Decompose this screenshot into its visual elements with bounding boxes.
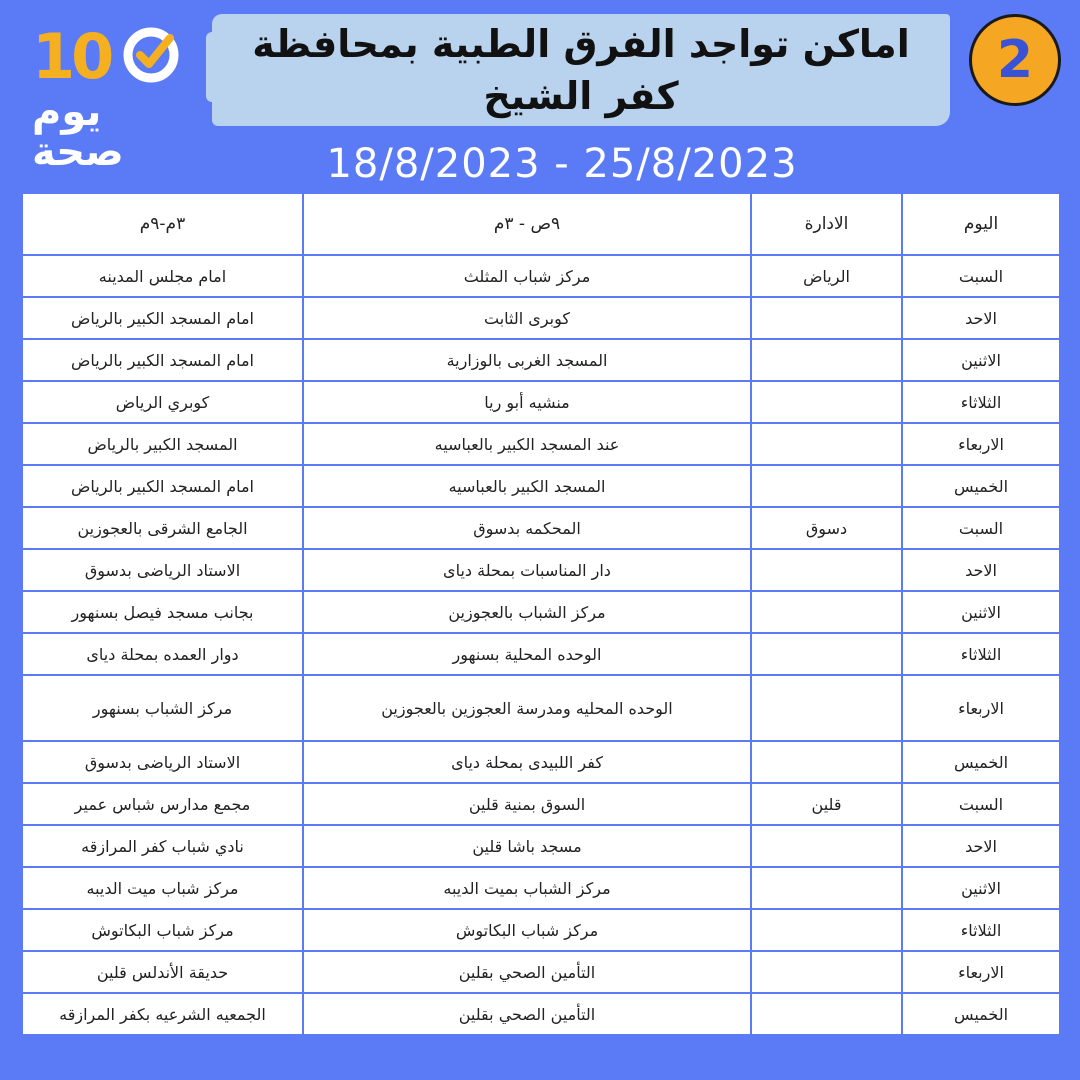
cell-morning: دار المناسبات بمحلة دياى <box>303 549 751 591</box>
cell-evening: الاستاد الرياضى بدسوق <box>22 549 303 591</box>
header-admin: الادارة <box>751 193 902 255</box>
table-row <box>22 783 1060 825</box>
cell-evening: دوار العمده بمحلة دياى <box>22 633 303 675</box>
cell-admin <box>751 549 902 591</box>
cell-day: السبت <box>902 783 1060 825</box>
cell-evening: امام مجلس المدينه <box>22 255 303 297</box>
cell-day: السبت <box>902 507 1060 549</box>
cell-evening: امام المسجد الكبير بالرياض <box>22 465 303 507</box>
table-row <box>22 297 1060 339</box>
logo-number: 10 <box>32 20 111 93</box>
cell-evening: امام المسجد الكبير بالرياض <box>22 297 303 339</box>
table-row <box>22 591 1060 633</box>
page-number-badge: 2 <box>969 14 1061 106</box>
cell-admin: الرياض <box>751 255 902 297</box>
cell-admin <box>751 741 902 783</box>
table-row <box>22 993 1060 1035</box>
cell-morning: مركز الشباب بالعجوزين <box>303 591 751 633</box>
cell-morning: عند المسجد الكبير بالعباسيه <box>303 423 751 465</box>
cell-admin <box>751 633 902 675</box>
cell-morning: كفر اللبيدى بمحلة دياى <box>303 741 751 783</box>
table-row <box>22 549 1060 591</box>
cell-admin: دسوق <box>751 507 902 549</box>
cell-evening: الاستاد الرياضى بدسوق <box>22 741 303 783</box>
cell-day: الخميس <box>902 741 1060 783</box>
cell-day: الثلاثاء <box>902 633 1060 675</box>
schedule-table <box>21 192 1061 1036</box>
header-day: اليوم <box>902 193 1060 255</box>
table-row <box>22 741 1060 783</box>
table-header-row <box>22 193 1060 255</box>
cell-evening: بجانب مسجد فيصل بسنهور <box>22 591 303 633</box>
cell-evening: كوبري الرياض <box>22 381 303 423</box>
cell-day: الاحد <box>902 825 1060 867</box>
cell-morning: كوبرى الثابت <box>303 297 751 339</box>
cell-admin <box>751 297 902 339</box>
cell-evening: الجامع الشرقى بالعجوزين <box>22 507 303 549</box>
table-row <box>22 675 1060 741</box>
table-row <box>22 339 1060 381</box>
table-row <box>22 255 1060 297</box>
cell-morning: منشيه أبو ريا <box>303 381 751 423</box>
cell-morning: مسجد باشا قلين <box>303 825 751 867</box>
cell-evening: مركز شباب البكاتوش <box>22 909 303 951</box>
cell-morning: المسجد الكبير بالعباسيه <box>303 465 751 507</box>
check-circle-icon <box>122 26 180 84</box>
page-title <box>212 18 950 122</box>
cell-admin <box>751 591 902 633</box>
cell-morning: المسجد الغربى بالوزارية <box>303 339 751 381</box>
cell-morning: التأمين الصحي بقلين <box>303 993 751 1035</box>
cell-admin <box>751 423 902 465</box>
header-evening: ٣م-٩م <box>22 193 303 255</box>
title-line-1: اماكن تواجد الفرق الطبية بمحافظة <box>252 22 910 66</box>
cell-morning: مركز شباب المثلث <box>303 255 751 297</box>
table-row <box>22 423 1060 465</box>
cell-morning: مركز الشباب بميت الديبه <box>303 867 751 909</box>
logo-word-day: يوم <box>32 89 102 135</box>
cell-admin <box>751 825 902 867</box>
cell-admin <box>751 867 902 909</box>
cell-admin <box>751 465 902 507</box>
cell-evening: المسجد الكبير بالرياض <box>22 423 303 465</box>
cell-evening: الجمعيه الشرعيه بكفر المرازقه <box>22 993 303 1035</box>
cell-day: الخميس <box>902 465 1060 507</box>
table-row <box>22 867 1060 909</box>
cell-morning: السوق بمنية قلين <box>303 783 751 825</box>
cell-admin <box>751 675 902 741</box>
table-row <box>22 465 1060 507</box>
cell-evening: مجمع مدارس شباس عمير <box>22 783 303 825</box>
cell-evening: مركز الشباب بسنهور <box>22 675 303 741</box>
table-row <box>22 507 1060 549</box>
cell-morning: المحكمه بدسوق <box>303 507 751 549</box>
table-row <box>22 825 1060 867</box>
date-range: 18/8/2023 - 25/8/2023 <box>326 141 798 187</box>
cell-morning: الوحده المحليه ومدرسة العجوزين بالعجوزين <box>303 675 751 741</box>
table-row <box>22 633 1060 675</box>
table-row <box>22 951 1060 993</box>
cell-day: الخميس <box>902 993 1060 1035</box>
cell-day: الاحد <box>902 297 1060 339</box>
table-row <box>22 381 1060 423</box>
header-morning: ٩ص - ٣م <box>303 193 751 255</box>
cell-evening: مركز شباب ميت الديبه <box>22 867 303 909</box>
cell-day: الاربعاء <box>902 951 1060 993</box>
cell-admin <box>751 993 902 1035</box>
table-row <box>22 909 1060 951</box>
cell-admin <box>751 381 902 423</box>
title-line-2: كفر الشيخ <box>483 74 679 118</box>
logo-word-health: صحة <box>32 129 124 175</box>
cell-morning: الوحده المحلية بسنهور <box>303 633 751 675</box>
cell-admin <box>751 951 902 993</box>
cell-day: الاربعاء <box>902 423 1060 465</box>
cell-day: الاثنين <box>902 339 1060 381</box>
cell-day: الاثنين <box>902 867 1060 909</box>
cell-day: الثلاثاء <box>902 909 1060 951</box>
cell-admin <box>751 339 902 381</box>
cell-day: السبت <box>902 255 1060 297</box>
cell-day: الاحد <box>902 549 1060 591</box>
cell-day: الاثنين <box>902 591 1060 633</box>
cell-day: الاربعاء <box>902 675 1060 741</box>
cell-evening: امام المسجد الكبير بالرياض <box>22 339 303 381</box>
cell-evening: حديقة الأندلس قلين <box>22 951 303 993</box>
cell-morning: التأمين الصحي بقلين <box>303 951 751 993</box>
cell-admin: قلين <box>751 783 902 825</box>
cell-evening: نادي شباب كفر المرازقه <box>22 825 303 867</box>
cell-admin <box>751 909 902 951</box>
cell-day: الثلاثاء <box>902 381 1060 423</box>
cell-morning: مركز شباب البكاتوش <box>303 909 751 951</box>
